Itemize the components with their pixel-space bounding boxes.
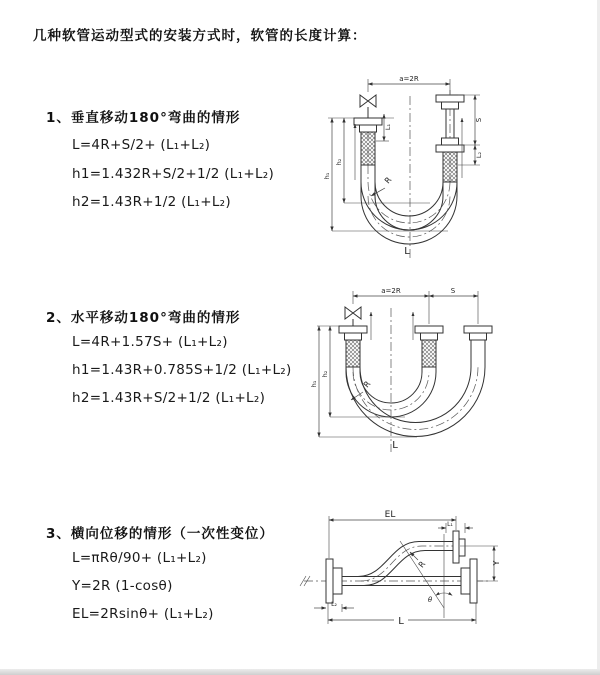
- formula-line: L=4R+S/2+ (L₁+L₂): [72, 137, 211, 153]
- formula-line: L=4R+1.57S+ (L₁+L₂): [72, 334, 228, 350]
- braided-hose: [443, 152, 457, 182]
- flange: [442, 138, 459, 145]
- diagram-vertical-180-bend: [310, 70, 592, 266]
- angle-arc: [436, 593, 444, 595]
- formula-line: h2=1.43R+1/2 (L₁+L₂): [72, 194, 231, 210]
- angle-arc: [444, 593, 452, 595]
- dim-label-h1: h₁: [310, 380, 318, 388]
- flange: [326, 559, 333, 603]
- hose-curve: [375, 182, 443, 216]
- dim-label-length: L: [404, 246, 410, 257]
- dim-label-y: Y: [492, 560, 501, 566]
- page-title: 几种软管运动型式的安装方式时，软管的长度计算：: [33, 28, 367, 44]
- flange: [339, 326, 367, 333]
- dim-label-radius: R: [361, 379, 373, 390]
- braided-hose: [422, 340, 436, 367]
- dim-label-span: a=2R: [399, 75, 419, 83]
- formula-line: h2=1.43R+S/2+1/2 (L₁+L₂): [72, 390, 266, 406]
- flange: [453, 531, 459, 563]
- flange: [333, 568, 342, 594]
- dim-label-theta: θ: [427, 596, 433, 604]
- diagram-horizontal-180-bend: [305, 282, 597, 457]
- valve-icon: [345, 307, 361, 319]
- dim-label-l2: L₂: [475, 151, 483, 159]
- braided-hose: [361, 132, 375, 165]
- dim-label-length: L: [398, 616, 404, 627]
- flange: [345, 333, 362, 340]
- formula-line: h1=1.432R+S/2+1/2 (L₁+L₂): [72, 166, 275, 182]
- valve-icon: [360, 95, 376, 107]
- dim-label-radius: R: [416, 559, 428, 570]
- dim-label-l2: L₂: [331, 601, 337, 608]
- dim-label-l1: L₁: [447, 521, 453, 528]
- dim-label-h2: h₂: [321, 370, 329, 378]
- flange: [459, 539, 465, 556]
- dim-label-span: a=2R: [381, 287, 401, 295]
- dim-label-length: L: [392, 440, 398, 451]
- dim-label-radius: R: [382, 175, 394, 186]
- dim-label-travel: S: [475, 117, 483, 123]
- flange: [470, 333, 487, 340]
- section-3-heading: 3、横向位移的情形（一次性变位）: [46, 526, 274, 542]
- hose-curve: [358, 542, 453, 577]
- dim-label-el: EL: [384, 510, 396, 520]
- flange: [442, 102, 459, 109]
- dim-label-travel: S: [450, 287, 456, 295]
- flange: [421, 333, 438, 340]
- flange: [436, 95, 464, 102]
- hose-curve: [360, 367, 471, 423]
- braided-hose: [346, 340, 360, 367]
- diagram-lateral-displacement: [298, 508, 600, 648]
- scan-edge-bottom: [0, 669, 600, 675]
- hose-curve: [346, 367, 485, 437]
- formula-line: Y=2R (1-cosθ): [72, 578, 173, 594]
- dim-label-h2: h₂: [335, 158, 343, 166]
- hose-curve: [364, 551, 453, 586]
- section-2-heading: 2、水平移动180°弯曲的情形: [46, 310, 241, 326]
- flange: [360, 125, 377, 132]
- flange: [461, 568, 470, 594]
- hose-curve: [375, 196, 443, 230]
- flange: [464, 326, 492, 333]
- dim-label-l1: L₁: [384, 123, 392, 131]
- section-1-heading: 1、垂直移动180°弯曲的情形: [46, 110, 241, 126]
- flange: [436, 145, 464, 152]
- formula-line: h1=1.43R+0.785S+1/2 (L₁+L₂): [72, 362, 292, 378]
- formula-line: EL=2Rsinθ+ (L₁+L₂): [72, 606, 214, 622]
- flange: [354, 118, 382, 125]
- formula-line: L=πRθ/90+ (L₁+L₂): [72, 550, 207, 566]
- dim-label-h1: h₁: [323, 172, 331, 180]
- flange: [415, 326, 443, 333]
- flange: [470, 559, 477, 603]
